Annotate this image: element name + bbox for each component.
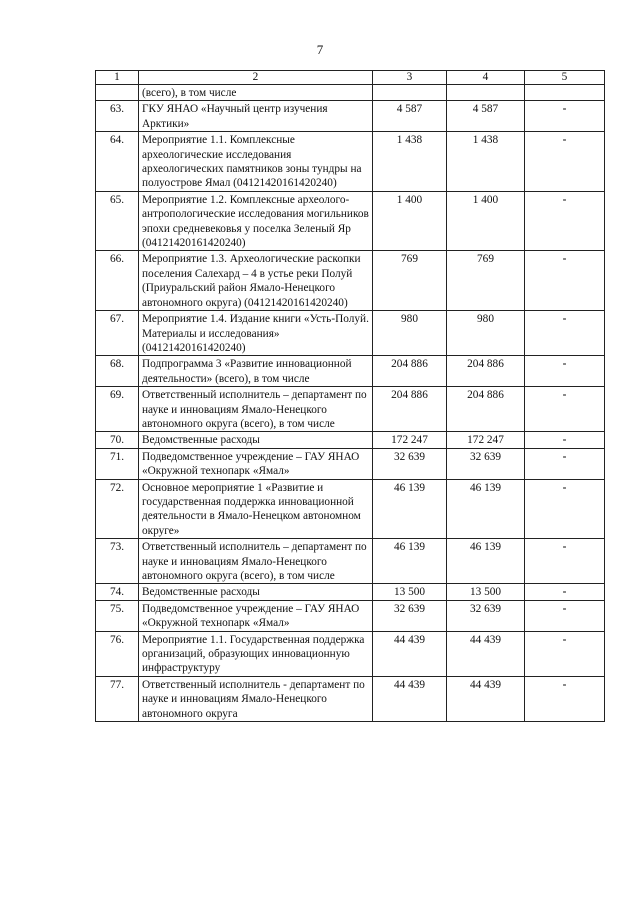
row-name-cell: Мероприятие 1.1. Комплексные археологические исследования археологических памятников зоны тундры на полуострове Ямал (04121420161420240) [139, 132, 373, 192]
row-col3-cell: 204 886 [373, 356, 447, 387]
row-col4-cell: 204 886 [447, 387, 525, 432]
table-header-row [96, 71, 605, 85]
table-row [96, 539, 605, 584]
row-name-cell: (всего), в том числе [139, 85, 373, 101]
row-col5-cell: - [525, 676, 605, 721]
row-col3-cell: 32 639 [373, 448, 447, 479]
header-cell-3: 3 [373, 71, 447, 85]
row-col3-cell: 46 139 [373, 479, 447, 539]
row-number-cell: 70. [96, 432, 139, 448]
row-number-cell: 77. [96, 676, 139, 721]
table-row [96, 356, 605, 387]
row-col4-cell: 1 438 [447, 132, 525, 192]
row-name-cell: Мероприятие 1.3. Археологические раскопки поселения Салехард – 4 в устье реки Полуй (Приуральский район Ямало-Ненецкого автономного округа) (04121420161420240) [139, 251, 373, 311]
page-number: 7 [316, 42, 324, 57]
row-number-cell: 68. [96, 356, 139, 387]
row-col5-cell: - [525, 479, 605, 539]
row-col5-cell: - [525, 356, 605, 387]
table-row [96, 631, 605, 676]
row-col4-cell: 32 639 [447, 600, 525, 631]
table-row [96, 101, 605, 132]
row-col5-cell: - [525, 251, 605, 311]
table-row [96, 584, 605, 600]
row-name-cell: Подведомственное учреждение – ГАУ ЯНАО «Окружной технопарк «Ямал» [139, 600, 373, 631]
row-col4-cell: 4 587 [447, 101, 525, 132]
row-col5-cell: - [525, 539, 605, 584]
table-row [96, 387, 605, 432]
row-col5-cell: - [525, 191, 605, 251]
table-row [96, 191, 605, 251]
row-name-cell: Основное мероприятие 1 «Развитие и государственная поддержка инновационной деятельности в Ямало-Ненецком автономном округе» [139, 479, 373, 539]
row-col3-cell: 980 [373, 311, 447, 356]
row-name-cell: Ведомственные расходы [139, 584, 373, 600]
row-number-cell: 72. [96, 479, 139, 539]
row-col5-cell: - [525, 101, 605, 132]
row-number-cell: 73. [96, 539, 139, 584]
table-row [96, 432, 605, 448]
row-col5-cell: - [525, 387, 605, 432]
budget-table [95, 70, 605, 722]
row-col5-cell: - [525, 448, 605, 479]
header-cell-2: 2 [139, 71, 373, 85]
table-row [96, 479, 605, 539]
row-col3-cell: 1 438 [373, 132, 447, 192]
row-name-cell: ГКУ ЯНАО «Научный центр изучения Арктики» [139, 101, 373, 132]
row-col5-cell: - [525, 432, 605, 448]
table-row [96, 132, 605, 192]
table-row [96, 251, 605, 311]
row-col4-cell: 1 400 [447, 191, 525, 251]
row-name-cell: Мероприятие 1.4. Издание книги «Усть-Полуй. Материалы и исследования» (04121420161420240) [139, 311, 373, 356]
row-col4-cell: 13 500 [447, 584, 525, 600]
row-name-cell: Ответственный исполнитель - департамент по науке и инновациям Ямало-Ненецкого автономного округа [139, 676, 373, 721]
row-name-cell: Ведомственные расходы [139, 432, 373, 448]
row-number-cell: 76. [96, 631, 139, 676]
row-number-cell: 67. [96, 311, 139, 356]
row-number-cell [96, 85, 139, 101]
row-col4-cell: 172 247 [447, 432, 525, 448]
row-number-cell: 66. [96, 251, 139, 311]
row-number-cell: 64. [96, 132, 139, 192]
table-row [96, 600, 605, 631]
row-col3-cell: 44 439 [373, 676, 447, 721]
row-col3-cell: 769 [373, 251, 447, 311]
table-row [96, 676, 605, 721]
row-number-cell: 71. [96, 448, 139, 479]
row-col3-cell: 1 400 [373, 191, 447, 251]
row-col3-cell: 4 587 [373, 101, 447, 132]
row-col5-cell: - [525, 631, 605, 676]
row-col3-cell: 204 886 [373, 387, 447, 432]
row-col5-cell: - [525, 600, 605, 631]
table-row [96, 85, 605, 101]
row-col5-cell: - [525, 584, 605, 600]
row-number-cell: 74. [96, 584, 139, 600]
row-col4-cell: 32 639 [447, 448, 525, 479]
row-number-cell: 69. [96, 387, 139, 432]
row-name-cell: Подведомственное учреждение – ГАУ ЯНАО «Окружной технопарк «Ямал» [139, 448, 373, 479]
row-col4-cell: 44 439 [447, 631, 525, 676]
header-cell-4: 4 [447, 71, 525, 85]
row-col4-cell: 769 [447, 251, 525, 311]
row-name-cell: Ответственный исполнитель – департамент по науке и инновациям Ямало-Ненецкого автономного округа (всего), в том числе [139, 387, 373, 432]
row-name-cell: Мероприятие 1.1. Государственная поддержка организаций, образующих инновационную инфраструктуру [139, 631, 373, 676]
row-col4-cell [447, 85, 525, 101]
row-col5-cell: - [525, 132, 605, 192]
row-name-cell: Ответственный исполнитель – департамент по науке и инновациям Ямало-Ненецкого автономного округа (всего), в том числе [139, 539, 373, 584]
row-number-cell: 63. [96, 101, 139, 132]
row-col4-cell: 44 439 [447, 676, 525, 721]
header-cell-5: 5 [525, 71, 605, 85]
table-row [96, 311, 605, 356]
row-col4-cell: 46 139 [447, 479, 525, 539]
row-col5-cell: - [525, 311, 605, 356]
row-col4-cell: 46 139 [447, 539, 525, 584]
row-number-cell: 65. [96, 191, 139, 251]
row-col3-cell: 44 439 [373, 631, 447, 676]
header-cell-1: 1 [96, 71, 139, 85]
row-name-cell: Подпрограмма 3 «Развитие инновационной деятельности» (всего), в том числе [139, 356, 373, 387]
table-row [96, 448, 605, 479]
row-col4-cell: 980 [447, 311, 525, 356]
row-name-cell: Мероприятие 1.2. Комплексные археолого-антропологические исследования могильников эпохи средневековья у поселка Зеленый Яр (04121420161420240) [139, 191, 373, 251]
row-col3-cell: 13 500 [373, 584, 447, 600]
row-number-cell: 75. [96, 600, 139, 631]
row-col4-cell: 204 886 [447, 356, 525, 387]
row-col3-cell: 32 639 [373, 600, 447, 631]
row-col5-cell [525, 85, 605, 101]
row-col3-cell [373, 85, 447, 101]
row-col3-cell: 46 139 [373, 539, 447, 584]
row-col3-cell: 172 247 [373, 432, 447, 448]
